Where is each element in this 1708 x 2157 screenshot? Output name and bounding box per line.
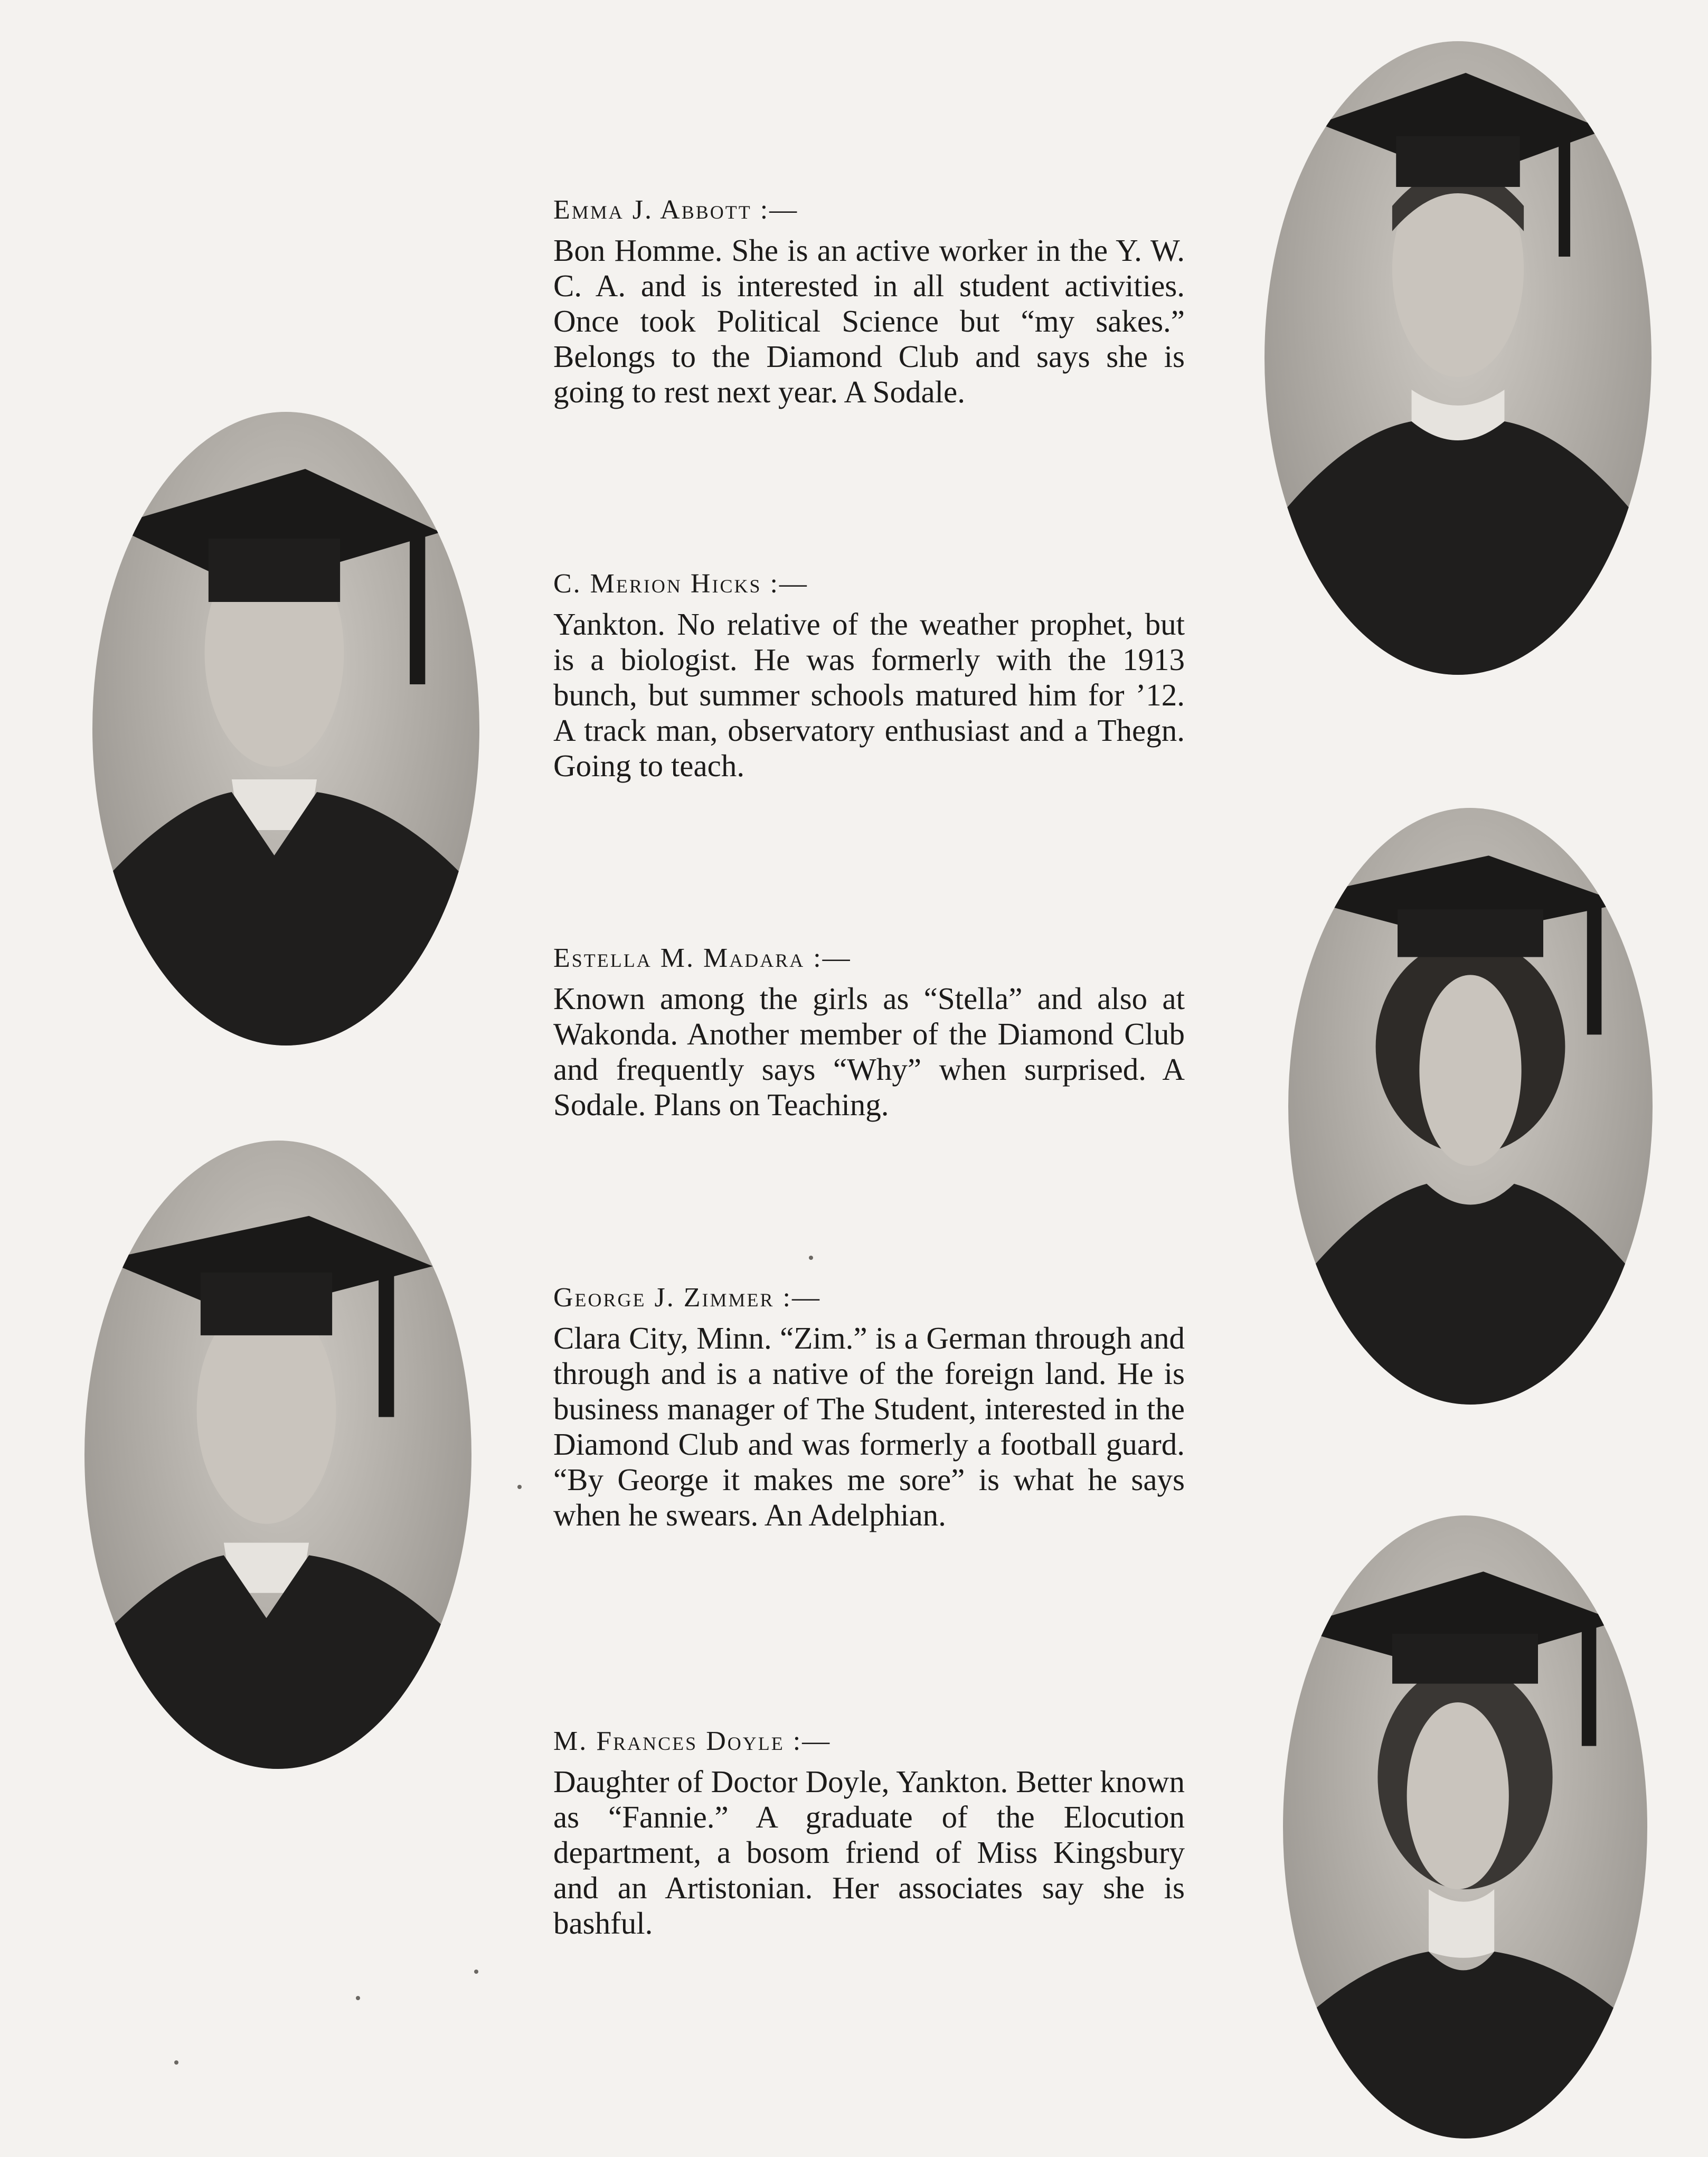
- paper-speck: [517, 1485, 522, 1489]
- entry-name: Estella M. Madara :—: [553, 943, 852, 973]
- entry-george-zimmer: [553, 1280, 1185, 1533]
- entry-name: George J. Zimmer :—: [553, 1283, 821, 1313]
- portrait-man-illustration: [92, 412, 479, 1045]
- portrait-george-zimmer: [84, 1141, 471, 1769]
- portrait-man-illustration: [84, 1141, 471, 1769]
- paper-speck: [474, 1970, 478, 1974]
- portrait-woman-illustration: [1288, 808, 1653, 1405]
- paper-speck: [356, 1996, 360, 2000]
- portrait-merion-hicks: [92, 412, 479, 1045]
- entry-bio: Daughter of Doctor Doyle, Yankton. Better known as “Fannie.” A graduate of the Elocution department, a bosom friend of Miss Kingsbury and an Artistonian. Her associates say she is bashful.: [553, 1764, 1185, 1941]
- entry-name: C. Merion Hicks :—: [553, 569, 808, 599]
- entry-bio: Known among the girls as “Stella” and also at Wakonda. Another member of the Diamond Club and frequently says “Why” when surprised. A Sodale. Plans on Teaching.: [553, 981, 1185, 1122]
- entry-name: Emma J. Abbott :—: [553, 195, 799, 225]
- entry-frances-doyle: [553, 1724, 1185, 1941]
- paper-speck: [809, 1256, 813, 1260]
- entry-merion-hicks: [553, 567, 1185, 784]
- portrait-woman-illustration: [1283, 1515, 1647, 2139]
- portrait-frances-doyle: [1283, 1515, 1647, 2139]
- entry-name: M. Frances Doyle :—: [553, 1726, 832, 1756]
- portrait-estella-madara: [1288, 808, 1653, 1405]
- portrait-emma-abbott: [1265, 41, 1652, 675]
- entry-bio: Yankton. No relative of the weather prophet, but is a biologist. He was formerly with the 1913 bunch, but summer schools matured him for ’12. A track man, observatory enthusiast and a Thegn. Going to teach.: [553, 607, 1185, 783]
- portrait-woman-illustration: [1265, 41, 1652, 675]
- entry-emma-abbott: [553, 193, 1185, 410]
- entry-bio: Clara City, Minn. “Zim.” is a German through and through and is a native of the foreign land. He is business manager of The Student, interested in the Diamond Club and was formerly a football guard. “By George it makes me sore” is what he says when he swears. An Adelphian.: [553, 1321, 1185, 1532]
- entry-estella-madara: [553, 941, 1185, 1123]
- entry-bio: Bon Homme. She is an active worker in the Y. W. C. A. and is interested in all student activities. Once took Political Science but “my sakes.” Belongs to the Diamond Club and says she is going to rest next year. A Sodale.: [553, 233, 1185, 409]
- paper-speck: [174, 2060, 178, 2065]
